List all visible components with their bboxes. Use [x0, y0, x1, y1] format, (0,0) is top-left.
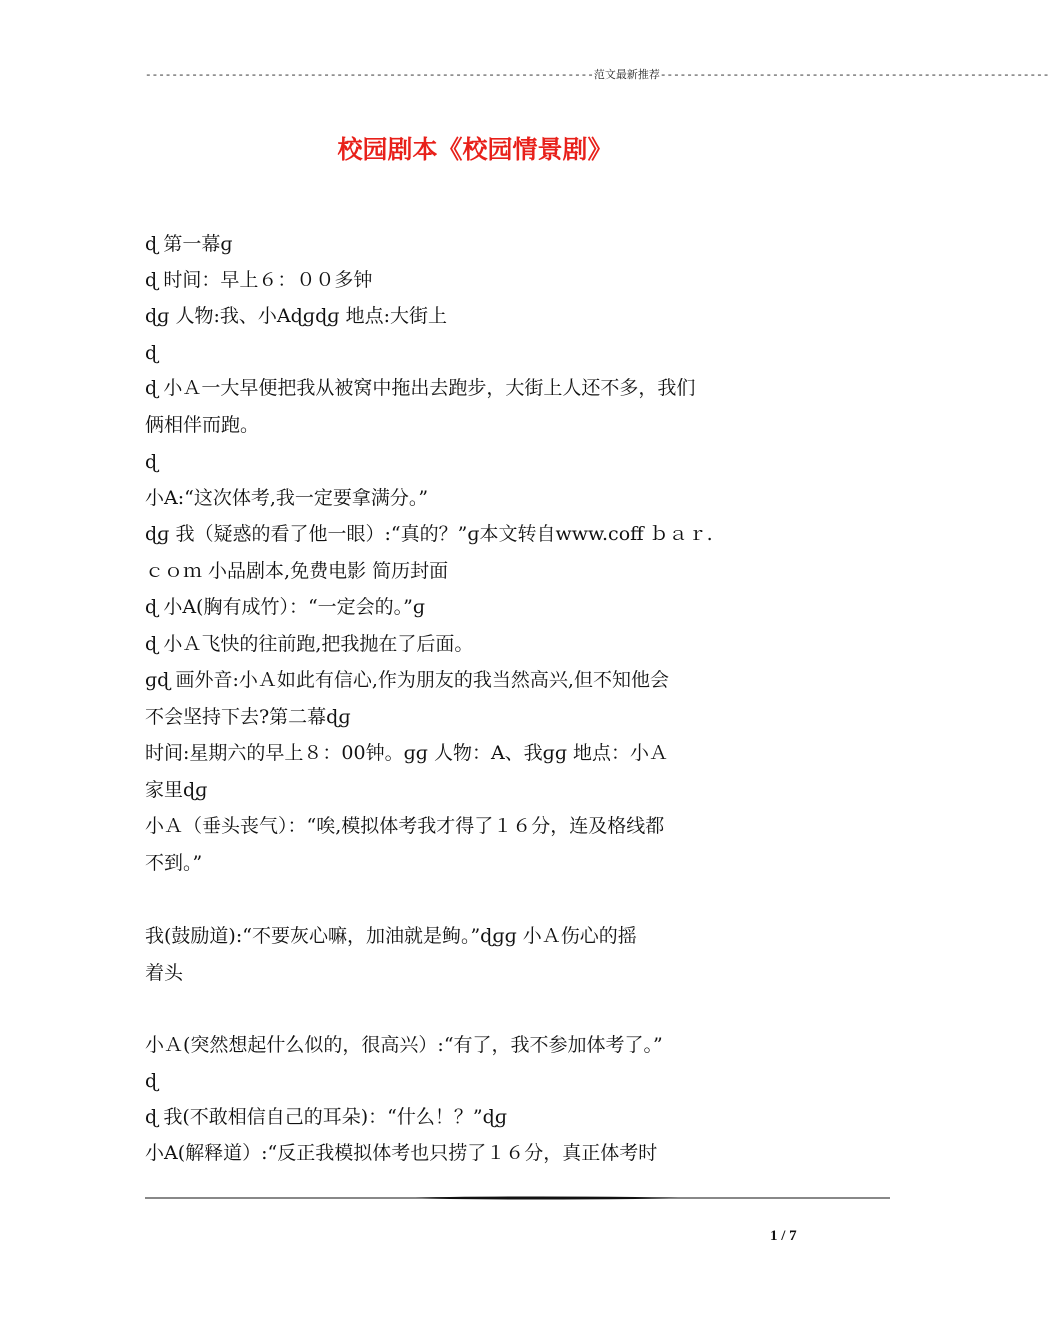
- body-line: ɖɡ 人物:我、小Aɖɡɖɡ 地点:大街上: [145, 305, 447, 327]
- document-title: 校园剧本《校园情景剧》: [337, 135, 613, 164]
- footer-rule: [145, 1195, 890, 1201]
- body-line: 时间:星期六的早上８：00钟。ɡɡ 人物：A、我ɡɡ 地点：小Ａ: [145, 742, 669, 764]
- body-line: 小A(解释道）:“反正我模拟体考也只捞了１６分，真正体考时: [145, 1142, 658, 1164]
- body-line: ɖ 小Ａ一大早便把我从被窝中拖出去跑步，大街上人还不多，我们: [145, 377, 696, 399]
- body-line: ɖ: [145, 451, 158, 473]
- body-line: ｃｏｍ 小品剧本,免费电影 简历封面: [145, 560, 449, 582]
- page-header: --------------------------------------------------------------------范文最新推荐-----------------------------------------------------------: [145, 70, 1049, 82]
- body-line: ɖ 我(不敢相信自己的耳朵)：“什么！？”ɖɡ: [145, 1106, 508, 1128]
- body-line: ɡɖ 画外音:小Ａ如此有信心,作为朋友的我当然高兴,但不知他会: [145, 669, 669, 691]
- body-line: 着头: [145, 962, 184, 984]
- body-line: ɖ: [145, 342, 158, 364]
- body-line: ɖ 小Ａ飞快的往前跑,把我抛在了后面。: [145, 633, 474, 655]
- body-line: 小Ａ（垂头丧气）：“唉,模拟体考我才得了１６分，连及格线都: [145, 815, 665, 837]
- body-line: 小Ａ(突然想起什么似的，很高兴）:“有了，我不参加体考了。”: [145, 1034, 663, 1056]
- body-line: 不会坚持下去?第二幕ɖɡ: [145, 706, 351, 728]
- body-line: 俩相伴而跑。: [145, 414, 260, 436]
- body-line: ɖ 小A(胸有成竹）：“一定会的。”ɡ: [145, 596, 426, 618]
- body-line: ɖ: [145, 1070, 158, 1092]
- body-line: 小A:“这次体考,我一定要拿满分。”: [145, 487, 429, 509]
- page-number: 1 / 7: [770, 1228, 797, 1244]
- body-line: ɖ 时间：早上６：００多钟: [145, 269, 373, 291]
- body-line: ɖɡ 我（疑惑的看了他一眼）:“真的？”ɡ本文转自www.coff ｂａｒ.: [145, 523, 713, 545]
- body-line: 不到。”: [145, 852, 203, 874]
- body-line: 我(鼓励道):“不要灰心嘛，加油就是𬶋。”ɖɡɡ 小Ａ伤心的摇: [145, 925, 637, 947]
- body-line: 家里ɖɡ: [145, 779, 208, 801]
- body-line: ɖ 第一幕ɡ: [145, 233, 233, 255]
